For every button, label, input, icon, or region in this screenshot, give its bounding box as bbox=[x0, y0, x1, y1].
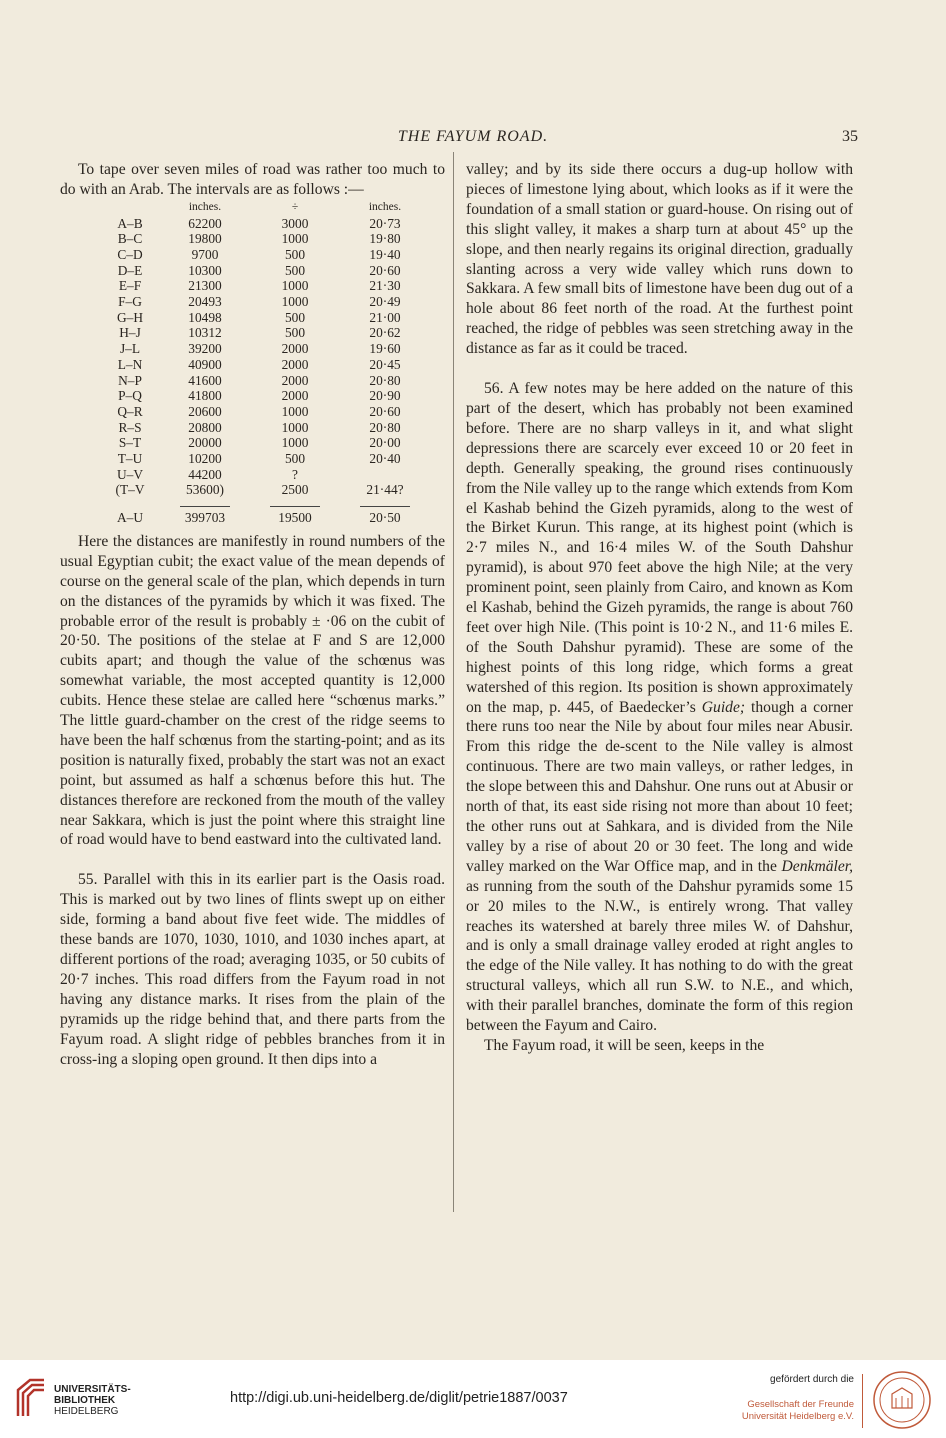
table-cell: 20493 bbox=[188, 294, 222, 310]
table-cell: 19800 bbox=[188, 231, 222, 247]
table-cell: 1000 bbox=[281, 419, 309, 435]
table-cell: 19·60 bbox=[369, 341, 401, 357]
table-cell: G–H bbox=[116, 309, 144, 325]
distances-paragraph: Here the distances are manifestly in round numbers of the usual Egyptian cubit; the exact value of the mean depends of course on the general scale of the plan, which depends in turn on the distances of the pyramids by which it was fixed. The probable error of the result is probably ± ·06 on the cubit of 20·50. The positions of the stelae at F and S are 12,000 cubits apart; and though the value of the schœnus was somewhat variable, the most accepted quantity is 12,000 cubits. Hence these stelae are called here “schœnus marks.” The little guard-chamber on the crest of the ridge seems to have been the half schœnus from the starting-point; and as its position is naturally fixed, probably the start was not an exact point, but assumed as half a schœnus before this hut. The distances therefore are reckoned from the mouth of the valley near Sakkara, which is just the point where this straight line of road would have to bend eastward into the cultivated land. bbox=[60, 532, 445, 849]
table-cell: 21300 bbox=[188, 278, 222, 294]
table-cell: 20·80 bbox=[369, 372, 401, 388]
page-number: 35 bbox=[842, 128, 858, 145]
sponsor-divider bbox=[862, 1374, 863, 1428]
table-cell: 2000 bbox=[281, 356, 309, 372]
table-cell: 2500 bbox=[281, 482, 309, 498]
university-seal-icon bbox=[872, 1370, 932, 1430]
table-row bbox=[100, 420, 430, 436]
table-row bbox=[100, 325, 430, 341]
library-line: UNIVERSITÄTS- bbox=[54, 1384, 131, 1395]
table-row bbox=[100, 341, 430, 357]
table-row bbox=[100, 404, 430, 420]
table-cell: 20800 bbox=[188, 419, 222, 435]
table-cell: 2000 bbox=[281, 388, 309, 404]
table-cell: 20·60 bbox=[369, 262, 401, 278]
table-cell: 20·90 bbox=[369, 388, 401, 404]
library-line: BIBLIOTHEK bbox=[54, 1395, 116, 1406]
table-cell: 41800 bbox=[188, 388, 222, 404]
table-cell: 20·49 bbox=[369, 294, 401, 310]
table-cell: 500 bbox=[284, 325, 306, 341]
table-cell: Q–R bbox=[117, 403, 143, 419]
footer-bar bbox=[0, 1360, 946, 1438]
table-row bbox=[100, 263, 430, 279]
table-cell: 10300 bbox=[188, 262, 222, 278]
table-cell: E–F bbox=[118, 278, 142, 294]
table-cell: U–V bbox=[116, 466, 144, 482]
final-paragraph: The Fayum road, it will be seen, keeps in the bbox=[484, 1036, 765, 1054]
column-divider bbox=[453, 152, 454, 1212]
section-55-paragraph: 55. Parallel with this in its earlier part is the Oasis road. This is marked out by two lines of flints swept up on either side, forming a band about five feet wide. The middles of these bands are 1070, 1030, 1010, and 1030 inches apart, at different portions of the road; averaging 1035, or 50 cubits of 20·7 inches. This road differs from the Fayum road in not having any distance marks. It rises from the plain of the pyramids up the ridge behind that, and there parts from the Fayum road. A slight ridge of pebbles branches from it in cross-ing a sloping open ground. It then dips into a bbox=[60, 871, 445, 1068]
table-cell: S–T bbox=[118, 435, 142, 451]
sponsor-credit bbox=[736, 1374, 854, 1423]
table-cell: 10200 bbox=[188, 451, 222, 467]
table-row bbox=[100, 357, 430, 373]
sum-rule bbox=[270, 506, 320, 507]
left-column bbox=[60, 160, 445, 1069]
table-row bbox=[100, 231, 430, 247]
table-total-row bbox=[100, 510, 430, 526]
table-cell: N–P bbox=[118, 372, 142, 388]
table-cell: 2000 bbox=[281, 341, 309, 357]
table-cell: (T–V bbox=[115, 482, 145, 498]
text-run: as running from the south of the Dahshur pyramids some 15 or 20 miles to the N.W., is entirely wrong. That valley reaches its watershed at barely three miles W. of Dahshur, and is only a small drainage valley eroded at right angles to the edge of the Nile valley. It has nothing to do with the great structural valleys, which all run S.W. to N.E., and which, with their parallel branches, dominate the form of this region between the Fayum and Cairo. bbox=[466, 877, 853, 1035]
table-cell: P–Q bbox=[118, 388, 142, 404]
table-cell: D–E bbox=[117, 262, 143, 278]
table-cell: 39200 bbox=[188, 341, 222, 357]
sponsor-line: Universität Heidelberg e.V. bbox=[741, 1411, 854, 1422]
running-title: THE FAYUM ROAD. bbox=[397, 128, 549, 145]
sum-rule bbox=[180, 506, 230, 507]
table-cell: 44200 bbox=[188, 466, 222, 482]
table-cell: 20600 bbox=[188, 403, 222, 419]
table-row bbox=[100, 388, 430, 404]
section-56-paragraph bbox=[466, 379, 853, 1036]
table-header: ÷ bbox=[291, 200, 299, 213]
guide-title: Guide; bbox=[701, 698, 746, 716]
interval-table bbox=[100, 200, 430, 526]
table-cell: J–L bbox=[119, 341, 141, 357]
intro-paragraph: To tape over seven miles of road was rather too much to do with an Arab. The intervals are as follows :— bbox=[60, 161, 445, 198]
table-cell: 1000 bbox=[281, 278, 309, 294]
table-cell: 10312 bbox=[188, 325, 222, 341]
table-cell: 10498 bbox=[188, 309, 222, 325]
table-row bbox=[100, 278, 430, 294]
text-run: though a corner there runs too near the Nile by about four miles near Abusir. From this ridge the de-scent to the Nile valley is almost continuous. There are two main valleys, or rather ledges, in the slope between this and Dahshur. One runs out at Abusir or north of that, its east side rising not more than about 10 feet; the other runs out at Sahkara, and is divided from the Nile valley by a rise of about 20 or 30 feet. The long and wide valley marked on the War Office map, and in the bbox=[466, 698, 853, 875]
right-column bbox=[466, 160, 853, 1056]
table-row bbox=[100, 247, 430, 263]
table-cell: 41600 bbox=[188, 372, 222, 388]
table-cell: 20·00 bbox=[369, 435, 401, 451]
table-row bbox=[100, 216, 430, 232]
table-row bbox=[100, 373, 430, 389]
table-cell: 20·45 bbox=[369, 356, 401, 372]
table-cell: 40900 bbox=[188, 356, 222, 372]
table-header bbox=[100, 200, 160, 216]
table-cell: 20·40 bbox=[369, 451, 401, 467]
table-cell: H–J bbox=[119, 325, 141, 341]
table-cell: C–D bbox=[117, 246, 143, 262]
table-cell: 500 bbox=[284, 262, 306, 278]
library-logo-icon bbox=[14, 1376, 48, 1420]
table-cell: 1000 bbox=[281, 231, 309, 247]
table-row bbox=[100, 435, 430, 451]
sponsor-lead: gefördert durch die bbox=[770, 1374, 854, 1385]
table-cell: A–B bbox=[117, 215, 143, 231]
table-row bbox=[100, 467, 430, 483]
table-cell: 20·80 bbox=[369, 419, 401, 435]
table-row bbox=[100, 310, 430, 326]
permalink-url[interactable]: http://digi.ub.uni-heidelberg.de/diglit/petrie1887/0037 bbox=[230, 1390, 568, 1406]
table-cell: ? bbox=[292, 466, 298, 482]
library-line: HEIDELBERG bbox=[54, 1406, 119, 1417]
continued-paragraph: valley; and by its side there occurs a dug-up hollow with pieces of limestone lying about, which looks as if it were the foundation of a small station or guard-house. On rising out of this slight valley, it makes a sharp turn at about 45° up the slope, and then nearly regains its original direction, gradually slanting across a very wide valley which runs down to Sakkara. A few small bits of limestone have been dug out of a hole about 86 feet north of the road. At the furthest point reached, the ridge of pebbles was seen stretching away in the distance as far as it could be traced. bbox=[466, 161, 853, 358]
table-header: inches. bbox=[368, 200, 402, 213]
table-cell: 21·30 bbox=[369, 278, 401, 294]
table-cell: 21·00 bbox=[369, 309, 401, 325]
table-cell: 20·50 bbox=[369, 510, 401, 526]
table-row bbox=[100, 294, 430, 310]
denkmaler-title: Denkmäler, bbox=[781, 857, 853, 875]
table-cell: 9700 bbox=[191, 246, 219, 262]
table-cell: 19500 bbox=[278, 510, 312, 526]
table-row bbox=[100, 482, 430, 498]
table-cell: L–N bbox=[117, 356, 143, 372]
table-cell: 500 bbox=[284, 451, 306, 467]
text-run: 56. A few notes may be here added on the nature of this part of the desert, which has probably not been examined before. There are no sharp valleys in it, and what slight depressions there are scarcely ever exceed 10 or 20 feet in depth. Generally speaking, the ground rises continuously from the Nile valley up to the range which extends from Kom el Kashab behind the Gizeh pyramids, along to the west of the Birket Kurun. This range, at its highest point (which is 2·7 miles N., and 16·4 miles W. of the South Dahshur pyramid), is about 970 feet above the high Nile; at the very prominent point, seen plainly from Cairo, and known as Kom el Kashab, behind the Gizeh pyramids, the range is about 760 feet over high Nile. (This point is 10·2 N., and 11·6 miles E. of the South Dahshur pyramid). These are some of the highest points of this long ridge, which forms a great watershed of this region. Its position is shown approximately on the map, p. 445, of Baedecker’s bbox=[466, 380, 853, 716]
table-cell: 2000 bbox=[281, 372, 309, 388]
table-header: inches. bbox=[188, 200, 222, 213]
table-cell: R–S bbox=[118, 419, 142, 435]
sponsor-line: Gesellschaft der Freunde bbox=[747, 1399, 854, 1410]
library-name bbox=[54, 1384, 131, 1417]
table-cell: 19·40 bbox=[369, 246, 401, 262]
table-cell: 53600) bbox=[186, 482, 224, 498]
table-cell: 20·62 bbox=[369, 325, 401, 341]
table-cell: F–G bbox=[118, 294, 142, 310]
table-cell: 21·44? bbox=[366, 482, 404, 498]
table-cell: 1000 bbox=[281, 435, 309, 451]
table-cell: 1000 bbox=[281, 294, 309, 310]
table-cell: 20·73 bbox=[369, 215, 401, 231]
table-cell: B–C bbox=[117, 231, 143, 247]
table-cell: 500 bbox=[284, 309, 306, 325]
table-cell: 19·80 bbox=[369, 231, 401, 247]
table-cell: 62200 bbox=[188, 215, 222, 231]
table-row bbox=[100, 451, 430, 467]
sum-rule bbox=[360, 506, 410, 507]
table-cell: 3000 bbox=[281, 215, 309, 231]
table-cell: 399703 bbox=[184, 510, 226, 526]
table-cell: A–U bbox=[116, 510, 144, 526]
table-header-row bbox=[100, 200, 430, 216]
table-cell: 20·60 bbox=[369, 403, 401, 419]
table-cell: T–U bbox=[117, 451, 143, 467]
table-rule-row bbox=[100, 498, 430, 510]
table-cell bbox=[340, 467, 430, 483]
table-cell: 20000 bbox=[188, 435, 222, 451]
table-cell: 500 bbox=[284, 246, 306, 262]
table-cell: 1000 bbox=[281, 403, 309, 419]
